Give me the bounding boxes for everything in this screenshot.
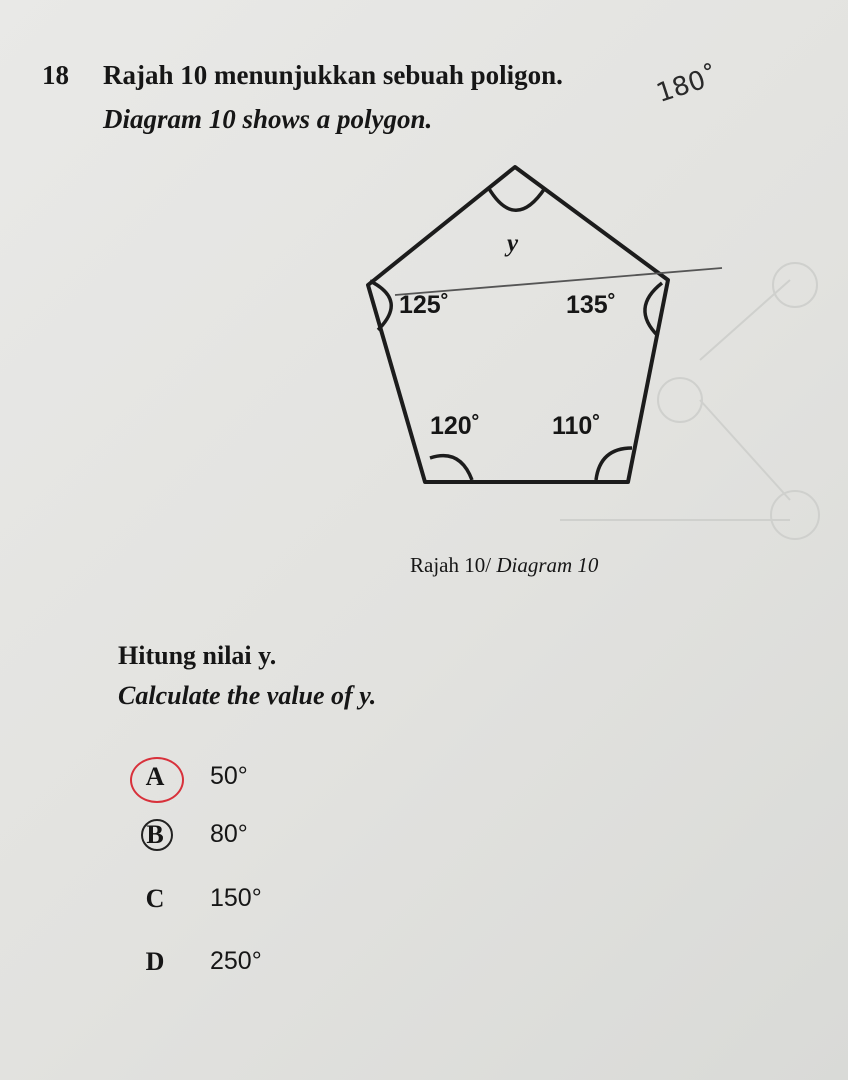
instruction-english: Calculate the value of y.	[118, 681, 377, 710]
diagram-caption	[410, 553, 598, 578]
instruction-malay: Hitung nilai y.	[118, 641, 277, 670]
handwritten-note: 180˚	[652, 61, 722, 109]
angle-arc-bottom-left	[430, 456, 472, 480]
angle-label-bottom-left: 120˚	[430, 412, 481, 440]
option-d-value[interactable]: 250°	[210, 947, 262, 975]
angle-label-left: 125˚	[399, 291, 450, 319]
question-text-english: Diagram 10 shows a polygon.	[103, 104, 433, 134]
option-b-letter[interactable]: B	[146, 820, 164, 849]
angle-label-y: y	[507, 230, 519, 257]
angle-arc-top	[488, 187, 545, 210]
option-a-value[interactable]: 50°	[210, 762, 248, 790]
caption-english: Diagram 10	[491, 553, 599, 577]
angle-label-bottom-right: 110˚	[552, 412, 601, 440]
option-b-value[interactable]: 80°	[210, 820, 248, 848]
angle-arc-bottom-right	[596, 448, 632, 480]
caption-malay: Rajah 10/	[410, 553, 492, 577]
option-a-letter[interactable]: A	[145, 762, 165, 791]
question-text-malay: Rajah 10 menunjukkan sebuah poligon.	[103, 60, 563, 90]
angle-label-right: 135˚	[566, 291, 617, 319]
option-d-letter[interactable]: D	[145, 947, 165, 976]
question-number: 18	[42, 60, 69, 90]
pentagon-outline	[368, 167, 668, 482]
option-c-letter[interactable]: C	[145, 884, 165, 913]
option-c-value[interactable]: 150°	[210, 884, 262, 912]
